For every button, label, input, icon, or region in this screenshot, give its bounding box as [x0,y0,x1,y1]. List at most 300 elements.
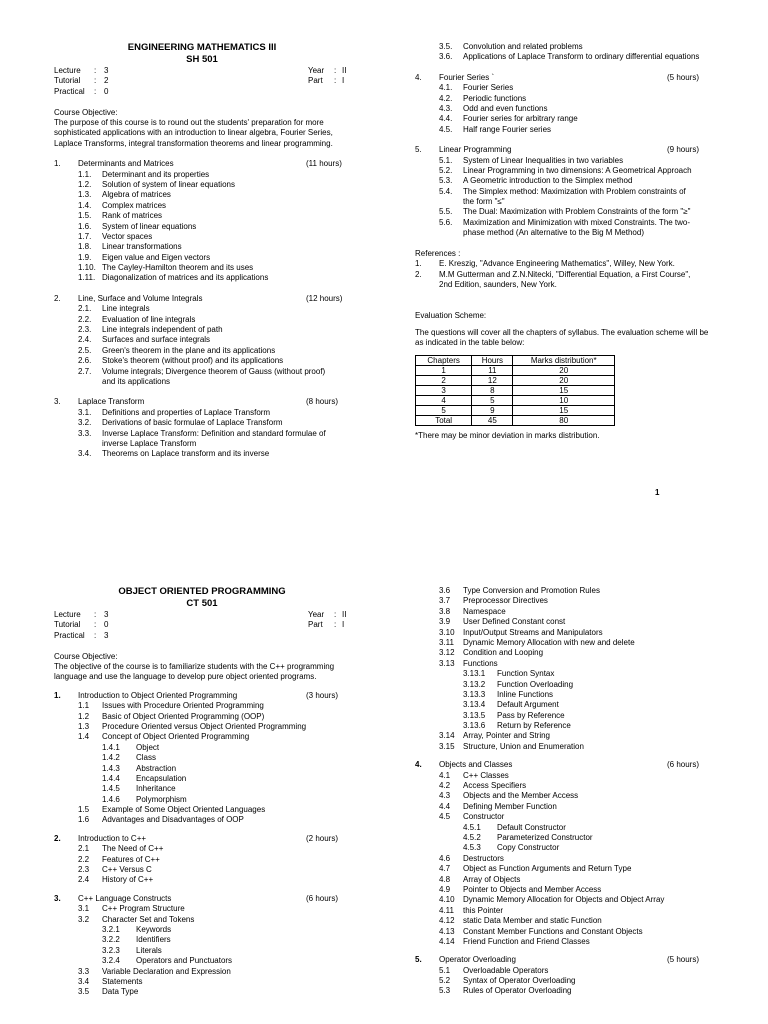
list-item [54,315,350,325]
item-number: 1.5 [78,805,90,815]
item-text: Example of Some Object Oriented Languages [102,805,266,815]
table-cell: 20 [513,375,615,385]
list-item [415,638,711,648]
item-number: 1.4. [78,200,92,210]
item-text: and its applications [102,377,171,386]
list-item [54,201,350,211]
table-cell: 4 [416,395,472,405]
reference-number: 1. [415,259,422,269]
list-item [415,690,711,700]
item-number: 3.11 [439,637,454,647]
meta-colon: : [94,86,97,96]
section-title: C++ Language Constructs [78,893,172,903]
item-text: Class [136,753,157,763]
item-text: Access Specifiers [463,781,527,791]
list-item [415,885,711,895]
item-number: 3.1 [78,904,90,914]
item-text: phase method (An alternative to the Big M Method) [463,228,644,238]
reference-text: M.M Gutterman and Z.N.Nitecki, "Differential Equation, a First Course", [439,269,691,279]
table-cell: 5 [416,405,472,415]
item-text: Basic of Object Oriented Programming (OOP) [102,711,265,721]
section-number: 2. [54,293,61,303]
list-item [415,596,711,606]
list-item [54,263,350,273]
item-text: History of C++ [102,875,154,885]
item-text: The Simplex method: Maximization with Problem constraints of [463,186,686,196]
meta-row [54,610,350,620]
list-item [54,408,350,418]
meta-label: Year [308,610,325,619]
item-text: Friend Function and Friend Classes [463,936,590,946]
table-cell: 20 [513,365,615,375]
table-header-cell: Marks distribution* [513,355,615,365]
table-cell: 15 [513,405,615,415]
right-column [415,42,711,441]
list-item [54,904,350,914]
list-item [54,865,350,875]
item-number: 1.1 [78,701,90,711]
item-text: Type Conversion and Promotion Rules [463,586,600,595]
item-number: 4.3. [439,103,453,113]
left-column [54,42,350,460]
meta-label: Tutorial [54,620,81,630]
item-number: 2.4 [78,875,90,885]
item-text: Keywords [136,924,172,934]
table-cell: 45 [472,415,513,425]
list-item [54,222,350,232]
item-number: 2.3. [78,325,92,335]
table-row [416,415,615,425]
section-list [415,63,711,239]
course-title: OBJECT ORIENTED PROGRAMMING [118,586,286,597]
meta-value: II [342,610,347,619]
reference-text: 2nd Edition, saunders, New York. [439,280,557,290]
item-number: 4.14 [439,936,455,946]
item-number: 3.13.2 [463,679,486,689]
item-number: 4.2. [439,93,453,103]
section-heading [54,691,350,701]
list-item [415,270,711,280]
meta-label: Tutorial [54,76,81,86]
item-number: 1.8. [78,242,92,252]
section-number: 4. [415,72,422,82]
item-text: Line integrals [102,304,150,314]
item-number: 5.1 [439,965,451,975]
list-item [415,823,711,833]
item-number: 3.15 [439,741,455,751]
list-item [54,732,350,742]
item-number: 4.1 [439,770,451,780]
section-title: Linear Programming [439,145,512,155]
meta-value: 3 [104,630,109,640]
item-number: 4.5. [439,124,453,134]
meta-value: I [342,620,345,630]
item-text: Syntax of Operator Overloading [463,976,576,986]
item-number: 3.3 [78,966,90,976]
item-number: 3.5 [78,987,90,997]
item-number: 5.2 [439,976,451,986]
list-item [415,187,711,197]
list-item [415,125,711,135]
item-text: Namespace [463,606,506,616]
course-meta [54,610,350,641]
item-text: C++ Classes [463,770,509,780]
list-item [54,325,350,335]
list-item [54,211,350,221]
list-item [415,197,711,207]
item-number: 1.10. [78,263,96,273]
item-number: 2.1. [78,304,92,314]
table-cell: 80 [513,415,615,425]
list-item [415,628,711,638]
section-heading [54,294,350,304]
section-number: 5. [415,145,422,155]
item-number: 5.5. [439,207,453,217]
item-number: 4.5.3 [463,843,481,853]
course-title: ENGINEERING MATHEMATICS III [127,42,277,53]
item-number: 3.13.5 [463,710,486,720]
item-text: Determinant and its properties [102,169,210,179]
item-number: 3.3. [78,428,92,438]
list-item [54,753,350,763]
item-text: Return by Reference [497,721,571,731]
item-number: 3.6 [439,586,451,595]
item-text: Encapsulation [136,773,187,783]
item-number: 3.4. [78,449,92,459]
meta-row [54,631,350,641]
item-text: Theorems on Laplace transform and its inverse [102,449,270,459]
item-text: inverse Laplace Transform [102,438,197,448]
item-text: Eigen value and Eigen vectors [102,252,211,262]
list-item [415,906,711,916]
list-item [415,680,711,690]
item-text: Maximization and Minimization with mixed Constraints. The two- [463,217,691,227]
list-item [415,648,711,658]
table-cell: Total [416,415,472,425]
list-item [54,439,350,449]
meta-row [54,620,350,630]
list-item [54,764,350,774]
item-number: 3.8 [439,606,451,616]
item-number: 1.9. [78,252,92,262]
item-text: Array of Objects [463,874,521,884]
item-text: Copy Constructor [497,843,560,853]
item-text: Overloadable Operators [463,965,549,975]
item-text: Object [136,742,160,752]
table-cell: 11 [472,365,513,375]
section-title: Determinants and Matrices [78,159,174,169]
list-item [54,774,350,784]
objective-heading: Course Objective: [54,651,118,661]
item-number: 4.5.1 [463,822,481,832]
item-text: Odd and even functions [463,103,548,113]
item-text: Applications of Laplace Transform to ordinary differential equations [463,52,700,62]
item-text: Convolution and related problems [463,42,583,51]
section-heading [54,894,350,904]
item-text: Abstraction [136,763,177,773]
list-item [415,895,711,905]
item-number: 1.4 [78,732,90,742]
item-number: 3.5. [439,42,453,51]
continued-topics [415,42,711,63]
list-item [54,449,350,459]
list-item [415,711,711,721]
item-text: static Data Member and static Function [463,916,602,926]
item-number: 4.11 [439,905,454,915]
section-heading [415,73,711,83]
item-text: Rank of matrices [102,211,163,221]
section-title: Operator Overloading [439,955,516,965]
item-number: 4.3 [439,791,451,801]
list-item [415,176,711,186]
item-text: Line integrals independent of path [102,325,223,335]
item-text: Default Constructor [497,822,566,832]
item-number: 2.1 [78,844,90,854]
item-number: 1.2 [78,711,90,721]
item-number: 3.13 [439,658,455,668]
left-column [54,586,350,998]
reference-number: 2. [415,269,422,279]
list-item [54,712,350,722]
table-cell: 5 [472,395,513,405]
item-number: 5.1. [439,155,453,165]
list-item [415,721,711,731]
list-item [54,190,350,200]
list-item [415,52,711,62]
item-number: 4.6 [439,853,451,863]
item-text: Features of C++ [102,854,160,864]
item-text: Operators and Punctuators [136,956,233,966]
list-item [415,843,711,853]
list-item [54,242,350,252]
list-item [415,607,711,617]
list-item [415,986,711,996]
item-number: 4.1. [439,83,453,93]
meta-colon: : [334,76,337,86]
meta-colon: : [94,620,97,630]
item-text: Half range Fourier series [463,124,552,134]
list-item [54,429,350,439]
meta-value: I [342,76,345,86]
section-number: 1. [54,690,61,700]
meta-row [54,66,350,76]
item-number: 3.2.4 [102,956,120,966]
meta-value: 3 [104,66,109,75]
item-text: Variable Declaration and Expression [102,966,231,976]
list-item [54,304,350,314]
list-item [54,722,350,732]
item-text: The Need of C++ [102,844,164,854]
list-item [54,875,350,885]
item-text: Volume integrals; Divergence theorem of Gauss (without proof) [102,366,326,376]
list-item [415,228,711,238]
item-number: 2.6. [78,356,92,366]
section-hours: (6 hours) [667,760,700,770]
item-text: Fourier series for arbitrary range [463,114,578,124]
item-text: Fourier Series [463,83,514,93]
meta-colon: : [94,610,97,619]
item-number: 4.9 [439,884,451,894]
section-hours: (6 hours) [306,893,339,903]
item-text: Concept of Object Oriented Programming [102,732,250,742]
list-item [54,784,350,794]
list-item [54,795,350,805]
meta-colon: : [334,66,337,75]
item-text: Linear transformations [102,242,182,252]
table-cell: 10 [513,395,615,405]
item-number: 5.3 [439,986,451,996]
item-number: 1.4.2 [102,753,120,763]
item-number: 3.13.3 [463,689,486,699]
meta-row [54,87,350,97]
item-number: 3.7 [439,596,451,606]
item-number: 2.7. [78,366,92,376]
item-text: Algebra of matrices [102,190,171,200]
item-number: 1.2. [78,179,92,189]
list-item [54,335,350,345]
item-number: 5.6. [439,217,453,227]
item-number: 3.2. [78,418,92,428]
list-item [54,701,350,711]
list-item [415,207,711,217]
reference-text: E. Kreszig, "Advance Engineering Mathematics", Willey, New York. [439,259,675,269]
evaluation-text: The questions will cover all the chapters of syllabus. The evaluation scheme will be as indicated in the table below: [415,327,709,348]
list-item [415,854,711,864]
item-text: Array, Pointer and String [463,731,551,741]
item-number: 1.4.1 [102,742,120,752]
item-text: Vector spaces [102,231,153,241]
item-number: 3.9 [439,617,451,627]
item-number: 4.7 [439,864,451,874]
item-number: 5.4. [439,186,453,196]
meta-colon: : [334,610,337,619]
list-item [54,815,350,825]
item-text: Stoke's theorem (without proof) and its applications [102,356,284,366]
item-text: Object as Function Arguments and Return Type [463,864,632,874]
item-number: 4.4 [439,801,451,811]
section-hours: (12 hours) [306,293,343,303]
item-number: 4.10 [439,895,455,905]
item-number: 2.5. [78,345,92,355]
item-number: 1.1. [78,169,92,179]
table-cell: 8 [472,385,513,395]
item-text: Definitions and properties of Laplace Transform [102,407,271,417]
list-item [415,586,711,596]
references-heading: References : [415,249,461,259]
list-item [415,812,711,822]
list-item [415,218,711,228]
item-number: 1.5. [78,211,92,221]
section-number: 1. [54,159,61,169]
list-item [415,927,711,937]
table-row [416,375,615,385]
section-number: 5. [415,955,422,965]
item-number: 3.13.1 [463,669,486,679]
section-list [54,149,350,460]
section-heading [54,397,350,407]
item-text: The Cayley-Hamilton theorem and its uses [102,263,254,273]
item-text: Polymorphism [136,794,187,804]
table-row [416,405,615,415]
item-number: 3.14 [439,731,455,741]
item-number: 3.4 [78,976,90,986]
item-text: Function Syntax [497,669,555,679]
item-text: Rules of Operator Overloading [463,986,572,996]
section-hours: (5 hours) [667,955,700,965]
list-item [54,170,350,180]
item-text: System of linear equations [102,221,197,231]
list-item [54,855,350,865]
item-text: Issues with Procedure Oriented Programming [102,701,264,711]
item-text: Diagonalization of matrices and its applications [102,273,269,283]
section-title: Line, Surface and Volume Integrals [78,293,203,303]
item-number: 1.4.5 [102,784,120,794]
item-text: Pointer to Objects and Member Access [463,884,602,894]
item-number: 4.12 [439,916,455,926]
section-hours: (2 hours) [306,833,339,843]
item-text: C++ Versus C [102,865,152,875]
item-text: Derivations of basic formulae of Laplace Transform [102,418,283,428]
list-item [54,180,350,190]
section-number: 3. [54,397,61,407]
evaluation-heading: Evaluation Scheme: [415,311,487,321]
table-cell: 2 [416,375,472,385]
section-title: Introduction to Object Oriented Programming [78,690,238,700]
item-number: 4.5.2 [463,832,481,842]
item-number: 4.2 [439,781,451,791]
item-number: 1.7. [78,231,92,241]
item-text: Parameterized Constructor [497,832,593,842]
list-item [54,356,350,366]
item-number: 2.2 [78,854,90,864]
list-item [54,377,350,387]
right-column [415,586,711,997]
item-number: 3.13.4 [463,700,486,710]
meta-value: II [342,66,347,75]
item-number: 2.3 [78,865,90,875]
list-item [54,977,350,987]
table-row [416,385,615,395]
references-list [415,259,711,290]
section-number: 4. [415,760,422,770]
item-number: 3.2.2 [102,935,120,945]
list-item [54,346,350,356]
meta-label: Lecture [54,66,81,75]
item-text: User Defined Constant const [463,617,566,627]
item-number: 4.8 [439,874,451,884]
list-item [415,833,711,843]
list-item [415,280,711,290]
list-item [54,946,350,956]
item-text: Inheritance [136,784,176,794]
section-number: 2. [54,833,61,843]
item-number: 4.13 [439,926,455,936]
list-item [415,259,711,269]
course-meta [54,66,350,97]
table-row [416,395,615,405]
marks-table [415,355,615,426]
objective-text: The objective of the course is to familiarize students with the C++ programming language and use the language to develop pure object oriented programs. [54,661,335,682]
item-text: Defining Member Function [463,801,557,811]
list-item [415,617,711,627]
item-number: 3.10 [439,627,455,637]
meta-colon: : [94,630,97,640]
page-number: 1 [655,488,660,497]
item-text: Dynamic Memory Allocation with new and delete [463,637,635,647]
list-item [415,166,711,176]
item-text: The Dual: Maximization with Problem Constraints of the form "≥" [463,207,691,217]
meta-value: 3 [104,610,109,619]
